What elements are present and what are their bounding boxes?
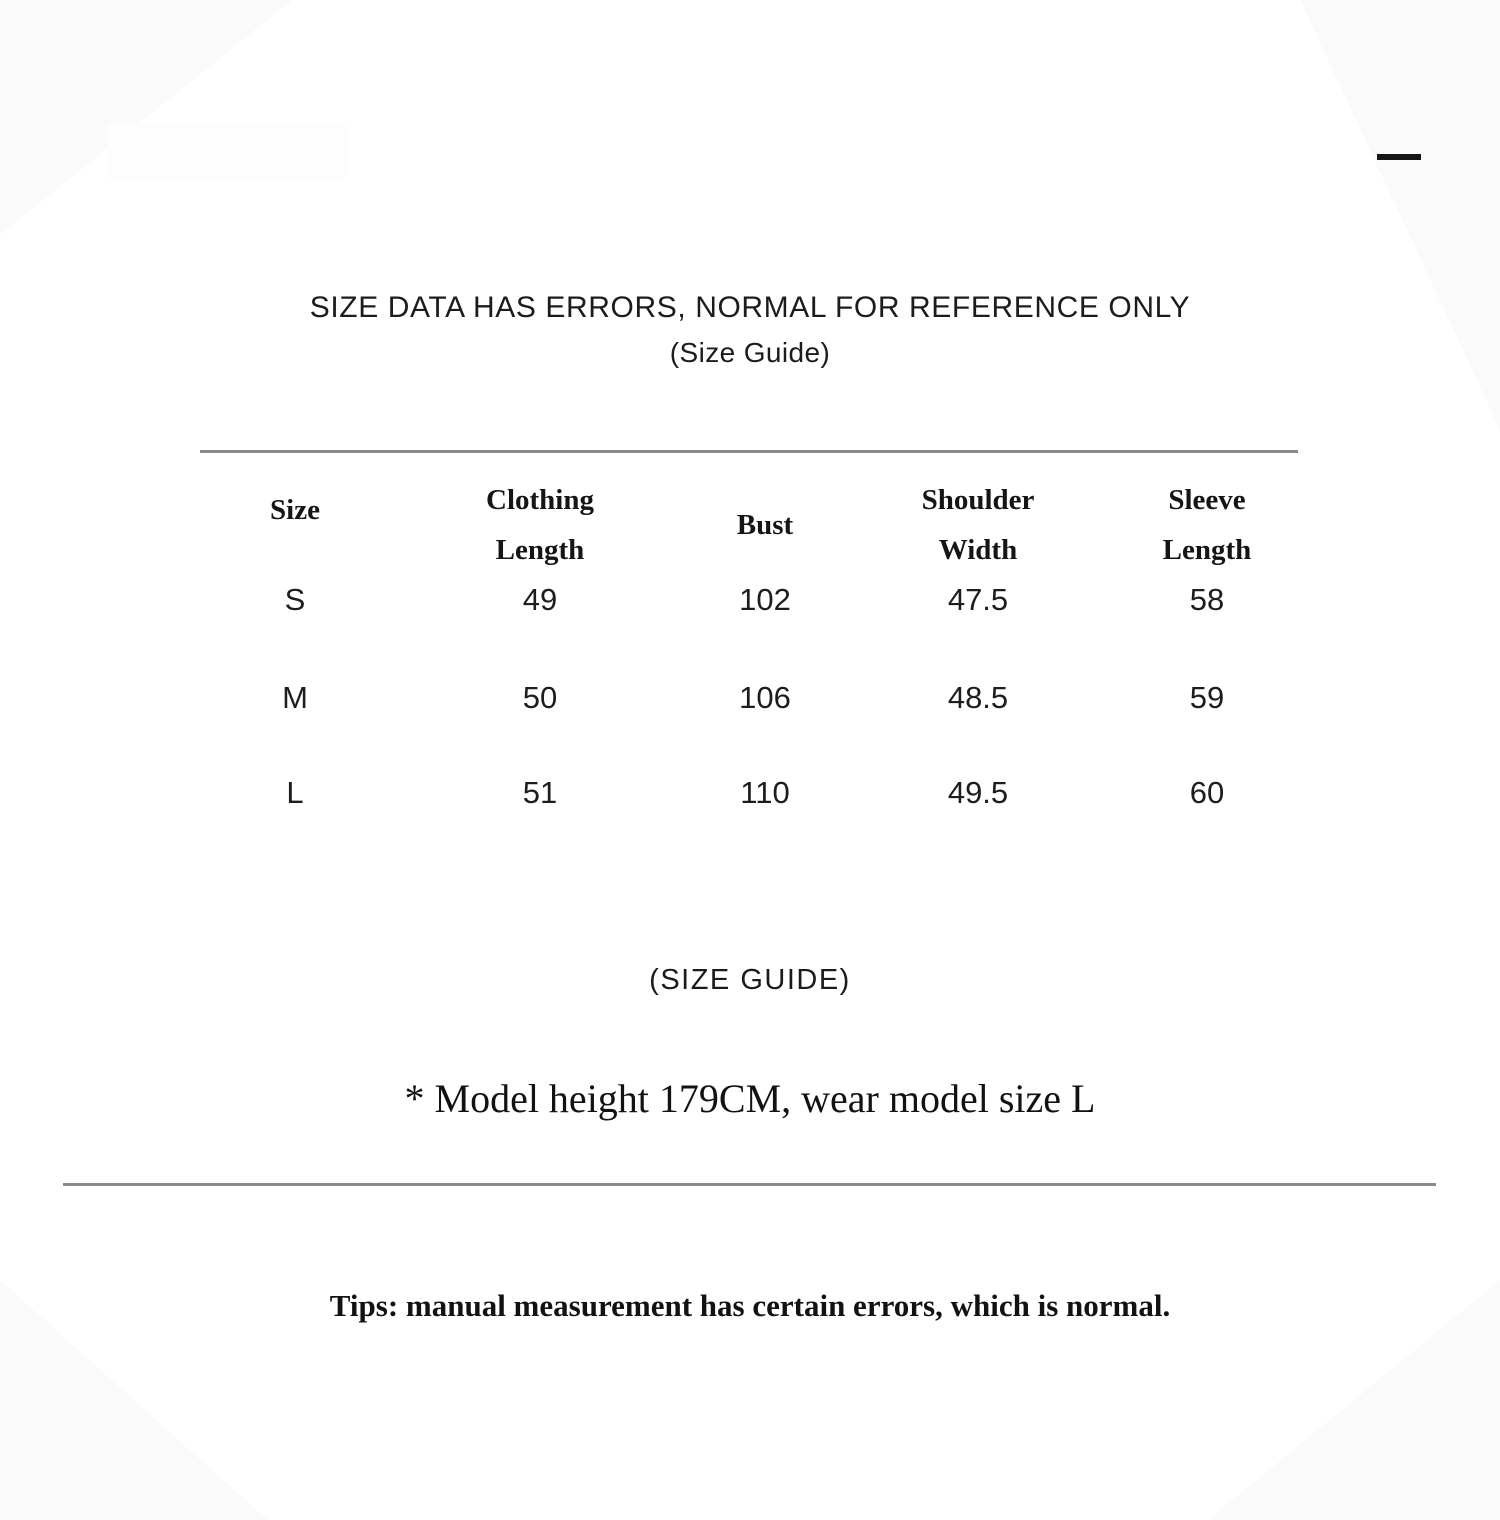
column-header-size-line1: Size: [270, 494, 320, 526]
column-header-shoulder-width-line1: Shoulder: [921, 484, 1035, 516]
cell-size-label: L: [286, 775, 304, 810]
column-header-bust-line1: Bust: [736, 509, 794, 541]
divider-line: [63, 1183, 1436, 1186]
cell-shoulder-width: 47.5: [947, 582, 1009, 617]
column-header-clothing-length-line2: Length: [495, 534, 585, 566]
watermark-corner-top-left: [0, 0, 292, 235]
column-header-sleeve-length-line2: Length: [1162, 534, 1252, 566]
size-table: [200, 450, 1298, 853]
cell-clothing-length: 49: [522, 582, 558, 617]
dash-icon: [1377, 154, 1421, 160]
column-header-shoulder-width: [840, 475, 1116, 575]
cell-sleeve-length: 59: [1189, 680, 1225, 715]
size-guide-caption: (SIZE GUIDE): [649, 964, 851, 996]
cell-sleeve-length: 58: [1189, 582, 1225, 617]
column-header-bust: [690, 475, 840, 575]
measurement-tips-note: Tips: manual measurement has certain errors, which is normal.: [329, 1288, 1171, 1323]
column-header-sleeve-length-line1: Sleeve: [1168, 484, 1246, 516]
cell-shoulder-width: 48.5: [947, 680, 1009, 715]
size-table-header-row: [200, 475, 1298, 575]
cell-bust: 102: [739, 582, 791, 617]
column-header-clothing-length-line1: Clothing: [486, 484, 594, 516]
column-header-size: [200, 460, 390, 560]
cell-bust: 110: [740, 775, 790, 810]
cell-sleeve-length: 60: [1189, 775, 1225, 810]
watermark-rectangle: [108, 123, 346, 179]
table-row-size-s: [200, 582, 1298, 618]
page-title: SIZE DATA HAS ERRORS, NORMAL FOR REFERENCE ONLY: [309, 291, 1191, 324]
column-header-sleeve-length: [1116, 475, 1298, 575]
column-header-shoulder-width-line2: Width: [938, 534, 1018, 566]
model-height-note: * Model height 179CM, wear model size L: [404, 1076, 1096, 1121]
page-subtitle: (Size Guide): [669, 337, 831, 368]
column-header-clothing-length: [390, 475, 690, 575]
cell-bust: 106: [739, 680, 791, 715]
table-row-size-m: [200, 680, 1298, 716]
cell-clothing-length: 50: [522, 680, 558, 715]
cell-shoulder-width: 49.5: [947, 775, 1009, 810]
cell-size-label: S: [284, 582, 306, 617]
cell-size-label: M: [282, 680, 308, 715]
table-row-size-l: [200, 775, 1298, 811]
cell-clothing-length: 51: [522, 775, 558, 810]
